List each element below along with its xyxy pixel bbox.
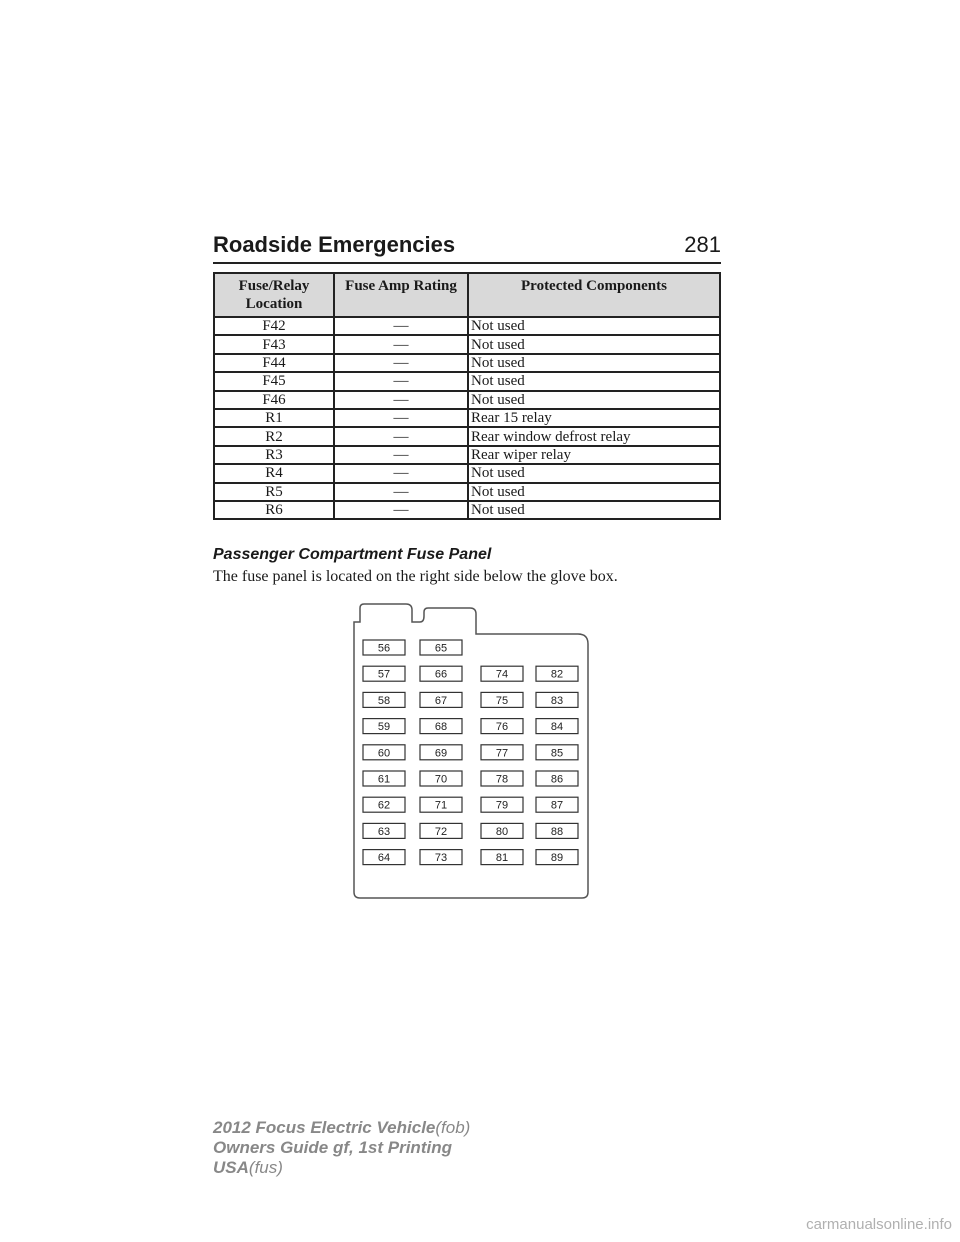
fuse-slot-label: 74 (495, 668, 509, 681)
fuse-slot-label: 75 (495, 694, 509, 707)
table-row (214, 409, 720, 427)
cell-amp-rating: — (334, 427, 468, 445)
fuse-slot-label: 83 (550, 694, 564, 707)
cell-amp-rating: — (334, 354, 468, 372)
fuse-slot (481, 850, 523, 865)
cell-components: Not used (468, 464, 720, 482)
table-row (214, 464, 720, 482)
table-row (214, 483, 720, 501)
fuse-slot (536, 719, 578, 734)
fuse-slot-label: 70 (434, 773, 448, 786)
fuse-slot (363, 771, 405, 786)
fuse-slot (363, 823, 405, 838)
fuse-slot (536, 666, 578, 681)
cell-location: F45 (214, 372, 334, 390)
fuse-slot (536, 745, 578, 760)
fuse-slot-label: 79 (495, 799, 509, 812)
cell-location: R4 (214, 464, 334, 482)
fuse-panel-diagram (340, 600, 600, 902)
fuse-slot-label: 85 (550, 747, 564, 760)
table-row (214, 427, 720, 445)
fuse-slot (363, 692, 405, 707)
fuse-slot-label: 86 (550, 773, 564, 786)
cell-components: Not used (468, 317, 720, 335)
fuse-slot (420, 640, 462, 655)
fuse-slot-label: 73 (434, 852, 448, 865)
cell-components: Not used (468, 335, 720, 353)
table-row (214, 391, 720, 409)
cell-amp-rating: — (334, 391, 468, 409)
table-row (214, 446, 720, 464)
fuse-slot-label: 65 (434, 642, 448, 655)
fuse-slot (536, 771, 578, 786)
fuse-slot-label: 68 (434, 721, 448, 734)
cell-location: R1 (214, 409, 334, 427)
table-row (214, 335, 720, 353)
fuse-slot-label: 69 (434, 747, 448, 760)
fuse-slot (481, 771, 523, 786)
cell-components: Not used (468, 501, 720, 519)
fuse-slot-label: 66 (434, 668, 448, 681)
page-number: 281 (684, 232, 721, 257)
cell-components: Not used (468, 391, 720, 409)
cell-components: Not used (468, 372, 720, 390)
cell-location: F42 (214, 317, 334, 335)
cell-amp-rating: — (334, 409, 468, 427)
cell-components: Not used (468, 483, 720, 501)
fuse-slot-label: 63 (377, 825, 391, 838)
fuse-slot (481, 719, 523, 734)
fuse-slot (536, 797, 578, 812)
watermark: carmanualsonline.info (806, 1216, 952, 1233)
page-header (213, 228, 721, 264)
fuse-slot (536, 850, 578, 865)
fuse-slot (420, 771, 462, 786)
fuse-slot-label: 71 (434, 799, 448, 812)
cell-amp-rating: — (334, 483, 468, 501)
table-row (214, 501, 720, 519)
fuse-slot-label: 78 (495, 773, 509, 786)
fuse-slot-label: 67 (434, 694, 448, 707)
cell-location: F44 (214, 354, 334, 372)
column-header-location: Fuse/Relay Location (214, 273, 334, 317)
fuse-slot (363, 745, 405, 760)
cell-location: R6 (214, 501, 334, 519)
cell-amp-rating: — (334, 464, 468, 482)
cell-amp-rating: — (334, 446, 468, 464)
fuse-slot (420, 719, 462, 734)
fuse-slot-label: 80 (495, 825, 509, 838)
fuse-slot-label: 89 (550, 852, 564, 865)
fuse-slot (363, 719, 405, 734)
cell-location: F43 (214, 335, 334, 353)
fuse-slot (363, 666, 405, 681)
cell-components: Not used (468, 354, 720, 372)
fuse-slot-label: 76 (495, 721, 509, 734)
fuse-slot-label: 62 (377, 799, 391, 812)
cell-amp-rating: — (334, 335, 468, 353)
fuse-slot-label: 87 (550, 799, 564, 812)
fuse-slot (481, 666, 523, 681)
footer-model: 2012 Focus Electric Vehicle (213, 1118, 436, 1137)
fuse-slot-label: 56 (377, 642, 391, 655)
table-row (214, 317, 720, 335)
section-title: Roadside Emergencies (213, 232, 456, 257)
table-row (214, 372, 720, 390)
subsection-title: Passenger Compartment Fuse Panel (213, 546, 492, 563)
fuse-slot-label: 59 (377, 721, 391, 734)
fuse-slot-label: 60 (377, 747, 391, 760)
cell-components: Rear 15 relay (468, 409, 720, 427)
fuse-slot-label: 81 (495, 852, 509, 865)
fuse-slot (363, 640, 405, 655)
fuse-slot-label: 72 (434, 825, 448, 838)
fuse-slot (420, 692, 462, 707)
fuse-slot (420, 850, 462, 865)
cell-location: R2 (214, 427, 334, 445)
cell-location: R5 (214, 483, 334, 501)
fuse-slot (481, 745, 523, 760)
fuse-slot (420, 823, 462, 838)
table-row (214, 354, 720, 372)
fuse-slot (420, 745, 462, 760)
column-header-amp-rating: Fuse Amp Rating (334, 273, 468, 317)
fuse-slot-label: 77 (495, 747, 509, 760)
fuse-slot-label: 88 (550, 825, 564, 838)
cell-location: R3 (214, 446, 334, 464)
fuse-slot-label: 82 (550, 668, 564, 681)
fuse-slot (536, 692, 578, 707)
fuse-slot (420, 666, 462, 681)
fuse-slot (481, 692, 523, 707)
cell-components: Rear window defrost relay (468, 427, 720, 445)
footer-guide: Owners Guide gf, 1st Printing (213, 1138, 452, 1157)
cell-amp-rating: — (334, 372, 468, 390)
fuse-slot (363, 850, 405, 865)
description-text: The fuse panel is located on the right side below the glove box. (213, 568, 618, 585)
fuse-slot (363, 797, 405, 812)
fuse-slot-label: 64 (377, 852, 391, 865)
fuse-slot-label: 58 (377, 694, 391, 707)
cell-components: Rear wiper relay (468, 446, 720, 464)
fuse-slot (481, 823, 523, 838)
cell-amp-rating: — (334, 501, 468, 519)
fuse-slot (481, 797, 523, 812)
fuse-slot (536, 823, 578, 838)
footer (213, 1118, 470, 1178)
cell-amp-rating: — (334, 317, 468, 335)
fuse-slot-label: 57 (377, 668, 391, 681)
column-header-components: Protected Components (468, 273, 720, 317)
fuse-slot-label: 84 (550, 721, 564, 734)
footer-region-code: (fus) (248, 1158, 283, 1177)
fuse-slot-label: 61 (377, 773, 391, 786)
footer-model-code: (fob) (435, 1118, 471, 1137)
fuse-table (213, 272, 721, 520)
cell-location: F46 (214, 391, 334, 409)
footer-region: USA (213, 1158, 249, 1177)
fuse-slot (420, 797, 462, 812)
